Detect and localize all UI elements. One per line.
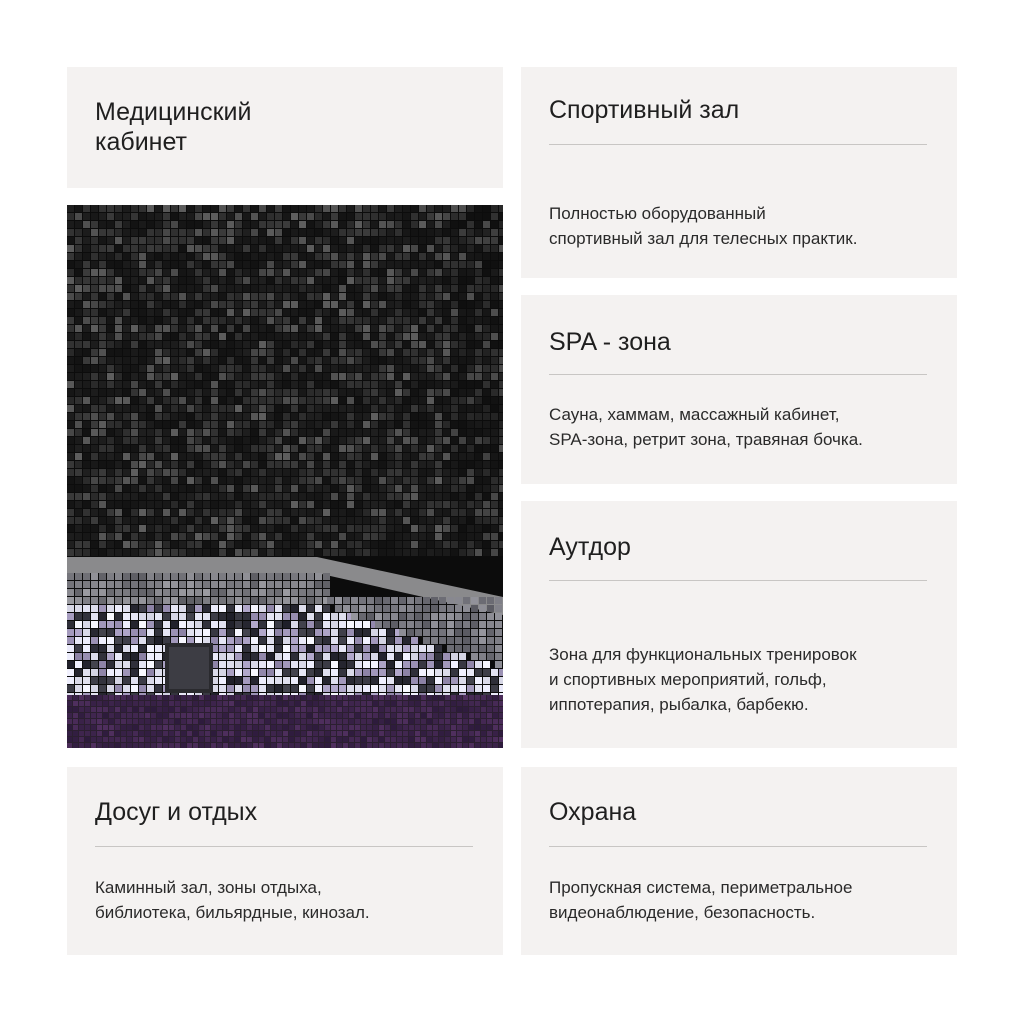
- hammam-mosaic-photo: [67, 205, 503, 748]
- card-spa-zone: [521, 295, 957, 484]
- card-description-spa-zone: Сауна, хаммам, массажный кабинет, SPA-зона, ретрит зона, травяная бочка.: [549, 405, 863, 449]
- divider: [549, 144, 927, 145]
- card-title-spa-zone: SPA - зона: [549, 328, 671, 356]
- card-description-leisure: Каминный зал, зоны отдыха, библиотека, бильярдные, кинозал.: [95, 878, 370, 922]
- card-title-leisure: Досуг и отдых: [95, 798, 258, 826]
- divider: [95, 846, 473, 847]
- mosaic-image: [67, 205, 503, 748]
- divider: [549, 846, 927, 847]
- divider: [549, 374, 927, 375]
- card-medical-office: [67, 67, 503, 188]
- card-title-gym: Спортивный зал: [549, 96, 740, 124]
- card-security: [521, 767, 957, 955]
- card-title-security: Охрана: [549, 798, 637, 826]
- card-gym: [521, 67, 957, 278]
- card-outdoor: [521, 501, 957, 748]
- card-description-security: Пропускная система, периметральное видеонаблюдение, безопасность.: [549, 878, 853, 922]
- divider: [549, 580, 927, 581]
- card-description-gym: Полностью оборудованный спортивный зал для телесных практик.: [549, 204, 858, 248]
- card-leisure: [67, 767, 503, 955]
- card-title-outdoor: Аутдор: [549, 533, 631, 561]
- card-title-medical-office: Медицинский кабинет: [95, 98, 252, 156]
- card-description-outdoor: Зона для функциональных тренировок и спортивных мероприятий, гольф, иппотерапия, рыбалка, барбекю.: [549, 645, 857, 714]
